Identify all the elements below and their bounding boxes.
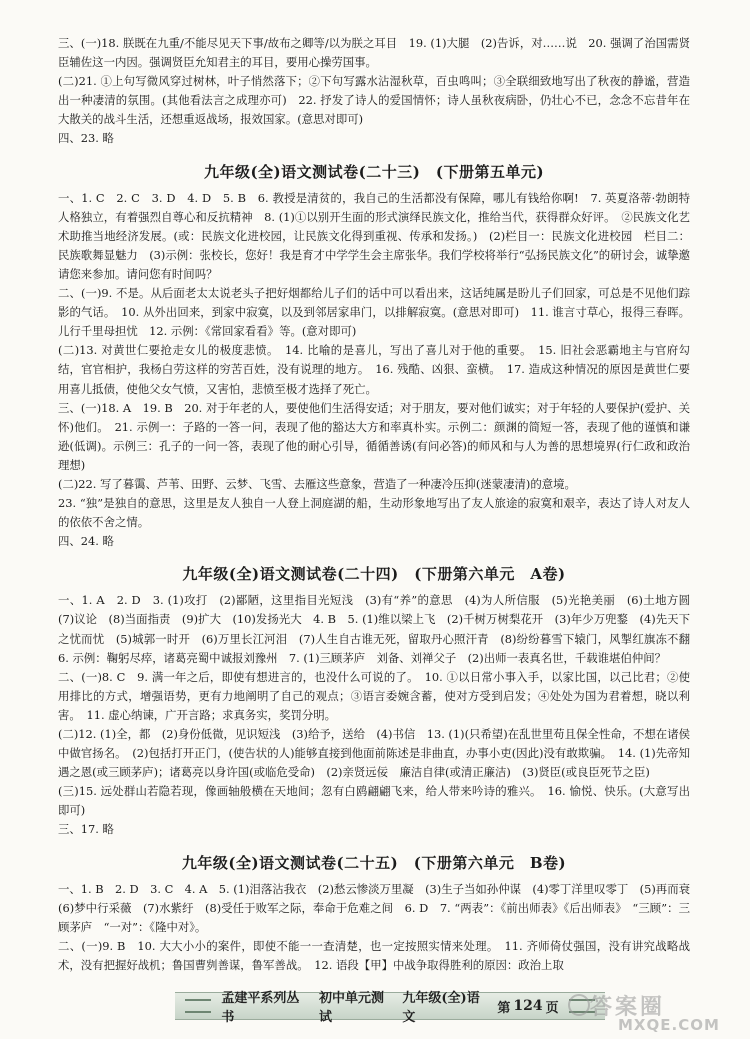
footer-page-suffix: 页	[545, 1000, 559, 1016]
section-test-23	[58, 161, 702, 552]
section-heading: 九年级(全)语文测试卷(二十三) (下册第五单元)	[203, 162, 545, 181]
answer-paragraph: 二、(一)9. B 10. 大大小小的案件，即使不能一一查清楚，也一定按照实情来处理。 11. 齐师倚仗强国，没有讲究战略战术，没有把握好战机；鲁国曹刿善谋，鲁军善战。 12. 语段【甲】中战争取得胜利的原因：政治上取	[58, 938, 690, 972]
answer-content	[58, 34, 702, 975]
answer-paragraph: 四、23. 略	[58, 131, 114, 146]
answer-paragraph: 三、17. 略	[58, 822, 114, 837]
answer-paragraph: 23. “独”是独自的意思，这里是友人独自一人登上洞庭湖的船，生动形象地写出了友人旅途的寂寞和艰辛，表达了诗人对友人的依依不舍之情。	[58, 496, 690, 530]
answer-paragraph: 一、1. B 2. D 3. C 4. A 5. (1)泪落沾我衣 (2)愁云惨淡万里凝 (3)生子当如孙仲谋 (4)零丁洋里叹零丁 (5)再而衰 (6)梦中行采薇 (7)水紫纡 (8)受任于败军之际，奉命于危难之间 6. D 7. “两表”：《前出师表》《后出师表》 “三顾”：三顾茅庐 “一对”：《隆中对》。	[58, 881, 702, 934]
answer-paragraph: (二)12. (1)全，都 (2)身份低微，见识短浅 (3)给予，送给 (4)书信 13. (1)(只希望)在乱世里苟且保全性命，不想在诸侯中做官扬名。 (2)包括打开正门，(使告状的人)能够直接到他面前陈述是非曲直，办事小吏(因此)没有敢欺骗。 14. (1)先帝知遇之恩(或三顾茅庐)；诸葛亮以身许国(或临危受命) (2)亲贤远佞 廉洁自律(或清正廉洁) (3)贤臣(或良臣死节之臣)	[58, 727, 690, 780]
section-test-24	[58, 563, 702, 839]
section-prev-continuation	[58, 34, 690, 149]
footer-grade: 九年级(全)语文	[402, 991, 480, 1025]
page-number: 124	[513, 998, 543, 1014]
answer-paragraph: (二)22. 写了暮霭、芦苇、田野、云梦、飞雪、去雁这些意象，营造了一种凄冷压抑(迷蒙凄清)的意境。	[58, 476, 576, 491]
answer-paragraph: 二、(一)8. C 9. 满一年之后，即使有想进言的，也没什么可说的了。 10. ①以日常小事入手，以家比国，以己比君；②使用排比的方式，增强语势，更有力地阐明了自己的观点；③语言委婉含蓄，使对方受到启发；④处处为国为君着想，晓以利害。 11. 虚心纳谏，广开言路；求真务实，奖罚分明。	[58, 669, 690, 722]
watermark	[568, 990, 738, 1034]
section-heading: 九年级(全)语文测试卷(二十五) (下册第六单元 B卷)	[181, 853, 567, 872]
answer-paragraph: 三、(一)18. 朕既在九重/不能尽见天下事/故布之卿等/以为朕之耳目 19. (1)大腿 (2)告诉，对……说 20. 强调了治国需贤臣辅佐这一内因。强调贤臣允知君主的耳目，要用心操劳国事。	[58, 36, 690, 70]
section-heading: 九年级(全)语文测试卷(二十四) (下册第六单元 A卷)	[182, 565, 566, 584]
watermark-brand: 答案圈	[590, 995, 666, 1020]
watermark-domain: MXQE.COM	[618, 1016, 720, 1034]
answer-paragraph: 四、24. 略	[58, 534, 114, 549]
footer-page-prefix: 第	[497, 1000, 511, 1016]
answer-paragraph: 一、1. C 2. C 3. D 4. D 5. B 6. 教授是清贫的，我自己的生活都没有保障，哪儿有钱给你啊! 7. 英夏洛蒂·勃朗特 人格独立，有着强烈自尊心和反抗精神 8. (1)①以别开生面的形式演绎民族文化，推给当代，获得群众好评。 ②民族文化艺术助推当地经济发展。(或：民族文化进校园，让民族文化得到重视、传承和发扬。) (2)栏目一：民族文化进校园 栏目二：民族歌舞显魅力 (3)示例：张校长，您好！我是育才中学学生会主席张华。我们学校将举行“弘扬民族文化”的研讨会，诚挚邀请您来参加。请问您有时间吗？	[58, 190, 702, 281]
footer-book: 初中单元测试	[318, 991, 384, 1025]
footer-series: 孟建平系列丛书	[221, 991, 300, 1025]
answer-paragraph: (二)13. 对黄世仁要抢走女儿的极度悲愤。 14. 比喻的是喜儿，写出了喜儿对于他的重要。 15. 旧社会恶霸地主与官府勾结，官官相护，我杨白劳这样的穷苦百姓，没有说理的地方。 16. 残酷、凶狠、蛮横。 17. 造成这种情况的原因是黄世仁要用喜儿抵债，使他父女气愤，又害怕，悲愤至极才选择了死亡。	[58, 343, 690, 396]
answer-paragraph: (三)15. 远处群山若隐若现，像画轴般横在天地间；忽有白鸥翩翩飞来，给人带来吟诗的雅兴。 16. 愉悦、快乐。(大意写出即可)	[58, 784, 690, 818]
answer-paragraph: (二)21. ①上句写微风穿过树林，叶子悄然落下；②下句写露水沾湿秋草，百虫鸣叫；③全联细致地写出了秋夜的静谧，营造出一种凄清的氛围。(其他看法言之成理亦可) 22. 抒发了诗人的爱国情怀；诗人虽秋夜病卧，仍壮心不已，念念不忘昔年在大散关的战斗生活，还想重返战场，报效国家。(意思对即可)	[58, 74, 690, 127]
page-footer	[175, 991, 605, 1025]
answer-paragraph: 二、(一)9. 不是。从后面老太太说老头子把好烟都给儿子们的话中可以看出来，这话纯属是盼儿子们回家，可总是不见他们踪影的气话。 10. 从外出回来，到家中寂寞，以及到邻居家串门，以排解寂寞。(意思对即可) 11. 谁言寸草心，报得三春晖。儿行千里母担忧 12. 示例：《常回家看看》等。(意对即可)	[58, 286, 690, 339]
footer-ornament-left	[185, 999, 211, 1013]
watermark-logo-icon	[568, 994, 590, 1016]
answer-paragraph: 三、(一)18. A 19. B 20. 对于年老的人，要使他们生活得安适；对于朋友，要对他们诚实；对于年轻的人要保护(爱护、关怀)他们。 21. 示例一：子路的一答一问，表现了他的豁达大方和率真朴实。示例二：颜渊的简短一答，表现了他的谨慎和谦逊(低调)。示例三：孔子的一问一答，表现了他的耐心引导，循循善诱(有问必答)的师风和与人为善的思想境界(行仁政和政治理想)	[58, 400, 690, 472]
answer-paragraph: 一、1. A 2. D 3. (1)攻打 (2)鄙陋，这里指目光短浅 (3)有“养”的意思 (4)为人所信服 (5)光艳美丽 (6)土地方圆 (7)议论 (8)当面指责 (9)扩大 (10)发扬光大 4. B 5. (1)维以梁上飞 (2)千树万树梨花开 (3)年少万兜鍪 (4)先天下之忧而忧 (5)城郭一时开 (6)万里长江河泪 (7)人生自古谁无死，留取丹心照汗青 (8)纷纷暮雪下辕门，风掣红旗冻不翻 6. 示例：鞠躬尽瘁，诸葛亮蜀中诚报刘豫州 7. (1)三顾茅庐 刘备、刘禅父子 (2)出师一表真名世，千载谁堪伯仲间？	[58, 593, 702, 665]
section-test-25	[58, 852, 702, 975]
